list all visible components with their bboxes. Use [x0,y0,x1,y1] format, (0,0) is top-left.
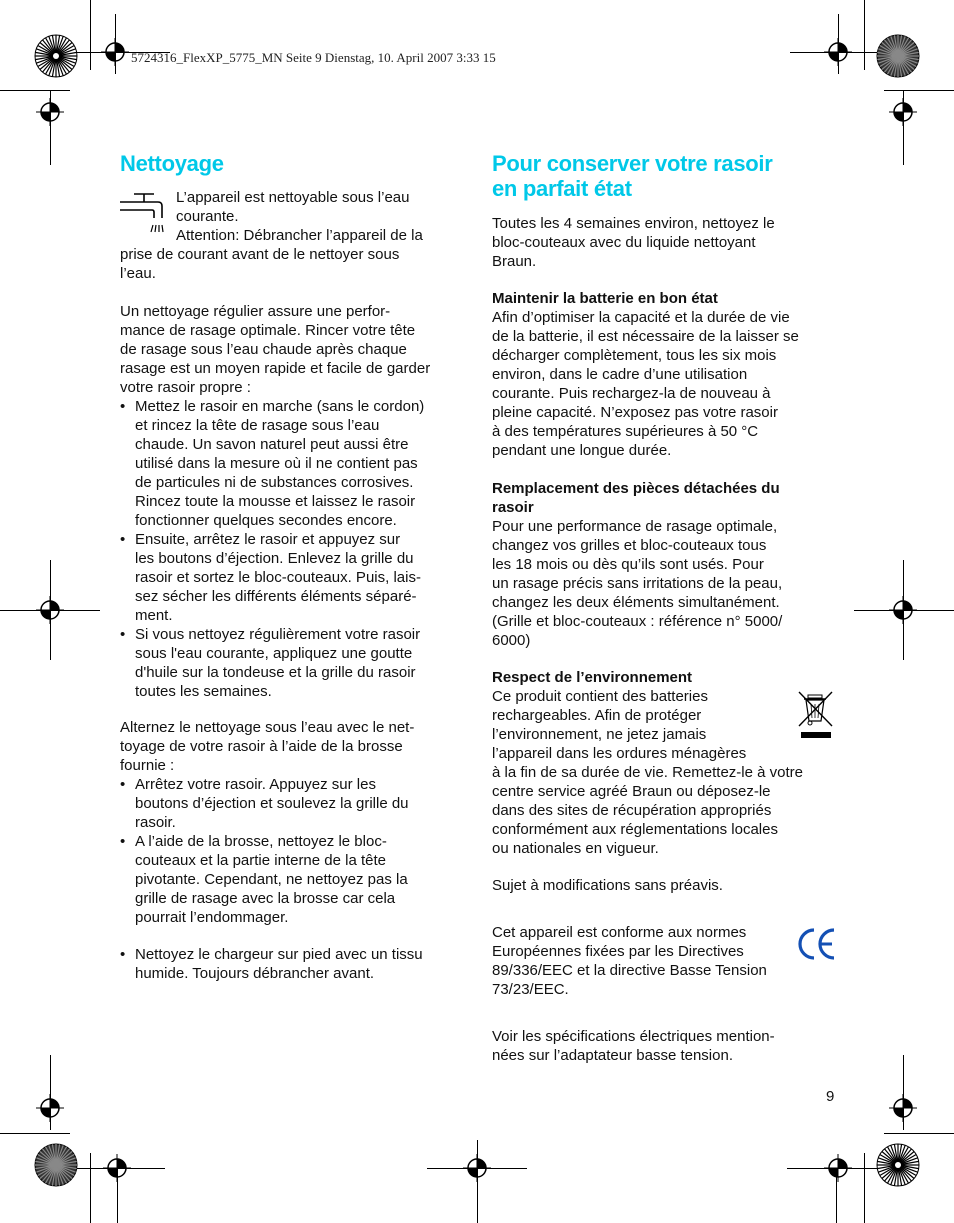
text-line: dans des sites de récupération appropriés [492,802,772,819]
bullet-item [120,625,470,701]
text-line: et rincez la tête de rasage sous l’eau [135,417,380,434]
text-line: Voir les spécifications électriques mention- [492,1028,775,1045]
text-line: rechargeables. Afin de protéger [492,707,702,724]
crop-line [90,0,91,70]
starburst-mark-icon [33,1142,79,1188]
text-line: grille de rasage avec la brosse car cela [135,890,396,907]
text-line: votre rasoir propre : [120,379,251,396]
text-line: • Mettez le rasoir en marche (sans le cordon) [135,398,425,415]
text-line: changez les deux éléments simultanément. [492,594,780,611]
text-line: rasage est un moyen rapide et facile de garder [120,360,431,377]
text-line: humide. Toujours débrancher avant. [135,965,375,982]
parts-section [492,479,837,650]
ce-conformity-section [492,923,837,999]
text-line: pleine capacité. N’exposez pas votre rasoir [492,404,778,421]
starburst-mark-icon [875,1142,921,1188]
text-line: prise de courant avant de le nettoyer sous [120,246,400,263]
text-line: Un nettoyage régulier assure une perfor- [120,303,391,320]
registration-target-icon [36,1094,64,1122]
registration-target-icon [463,1154,491,1182]
registration-target-icon [889,98,917,126]
text-line: rasoir. [135,814,176,831]
text-line: l’environnement, ne jetez jamais [492,726,707,743]
starburst-mark-icon [875,33,921,79]
section-title-maintenance [492,151,772,201]
print-header: 5724316_FlexXP_5775_MN Seite 9 Dienstag, 10. April 2007 3:33 15 [131,50,496,65]
text-line: • A l’aide de la brosse, nettoyez le bloc- [135,833,387,850]
text-line: l’appareil dans les ordures ménagères [492,745,747,762]
text-line: les 18 mois ou dès qu’ils sont usés. Pour [492,556,764,573]
crop-line [884,90,954,91]
text-line: de la batterie, il est nécessaire de la laisser se [492,328,799,345]
registration-target-icon [101,38,129,66]
text-line: l’eau. [120,265,156,282]
text-line: les boutons d’éjection. Enlevez la grille du [135,550,414,567]
text-line: rasoir et sortez le bloc-couteaux. Puis, lais- [135,569,421,586]
text-line: Pour une performance de rasage optimale, [492,518,778,535]
ce-mark-icon [796,926,836,962]
text-line: • Ensuite, arrêtez le rasoir et appuyez sur [135,531,401,548]
text-line: Européennes fixées par les Directives [492,943,744,960]
environment-section [492,668,837,858]
subheading: rasoir [492,499,534,516]
text-line: pourrait l’endommager. [135,909,289,926]
page-number: 9 [826,1088,835,1105]
text-line: centre service agréé Braun ou déposez-le [492,783,771,800]
intro-paragraph [120,188,462,283]
registration-target-icon [824,38,852,66]
text-line: fournie : [120,757,175,774]
text-line: Ce produit contient des batteries [492,688,708,705]
text-line: pendant une longue durée. [492,442,672,459]
text-line: de rasage sous l’eau chaude après chaque [120,341,407,358]
text-line: ment. [135,607,173,624]
text-line: d'huile sur la tondeuse et la grille du rasoir [135,664,416,681]
text-line: mance de rasage optimale. Rincer votre tête [120,322,416,339]
text-line: bloc-couteaux avec du liquide nettoyant [492,234,756,251]
text-line: conformément aux réglementations locales [492,821,778,838]
text-line: toutes les semaines. [135,683,272,700]
text-line: Sujet à modifications sans préavis. [492,877,723,894]
text-line: 89/336/EEC et la directive Basse Tension [492,962,767,979]
text-line: pivotante. Cependant, ne nettoyez pas la [135,871,408,888]
text-line: courante. [176,208,239,225]
text-line: nées sur l’adaptateur basse tension. [492,1047,733,1064]
text-line: un rasage précis sans irritations de la peau, [492,575,783,592]
text-line: toyage de votre rasoir à l’aide de la brosse [120,738,403,755]
crop-line [0,1133,70,1134]
text-line: courante. Puis rechargez-la de nouveau à [492,385,771,402]
text-line: Attention: Débrancher l’appareil de la [176,227,423,244]
bullet-item [120,775,470,832]
crossed-out-bin-icon [797,691,835,741]
text-line: à des températures supérieures à 50 °C [492,423,759,440]
starburst-mark-icon [33,33,79,79]
text-line: sous l'eau courante, appliquez une goutte [135,645,413,662]
text-line: chaude. Un savon naturel peut aussi être [135,436,409,453]
text-line: • Arrêtez votre rasoir. Appuyez sur les [135,776,376,793]
registration-target-icon [889,1094,917,1122]
registration-target-icon [36,98,64,126]
battery-section [492,289,837,460]
notice [492,876,837,895]
subheading: Maintenir la batterie en bon état [492,290,718,307]
text-line: • Si vous nettoyez régulièrement votre rasoir [135,626,421,643]
crop-line [0,90,70,91]
text-line: 73/23/EEC. [492,981,569,998]
text-line: ou nationales en vigueur. [492,840,659,857]
text-line: 6000) [492,632,531,649]
registration-target-icon [36,596,64,624]
text-line: Cet appareil est conforme aux normes [492,924,747,941]
text-line: sez sécher les différents éléments séparé- [135,588,417,605]
subheading: Respect de l’environnement [492,669,693,686]
crop-line [884,1133,954,1134]
registration-target-icon [889,596,917,624]
text-line: Afin d’optimiser la capacité et la durée de vie [492,309,790,326]
section-title-nettoyage: Nettoyage [120,151,224,176]
text-line: • Nettoyez le chargeur sur pied avec un tissu [135,946,423,963]
text-line: Braun. [492,253,537,270]
charger-cleaning [120,945,470,983]
title-line: Pour conserver votre rasoir [492,151,773,176]
crop-line [864,0,865,70]
subheading: Remplacement des pièces détachées du [492,480,780,497]
text-line: utilisé dans la mesure où il ne contient pas [135,455,418,472]
regular-cleaning-paragraph [120,302,470,701]
text-line: de particules ni de substances corrosives. [135,474,414,491]
bullet-item [120,945,470,983]
text-line: Rincez toute la mousse et laissez le rasoir [135,493,416,510]
text-line: (Grille et bloc-couteaux : référence n° 5000/ [492,613,783,630]
text-line: fonctionner quelques secondes encore. [135,512,397,529]
text-line: Alternez le nettoyage sous l’eau avec le net- [120,719,415,736]
text-line: couteaux et la partie interne de la tête [135,852,387,869]
specs-note [492,1027,837,1065]
registration-target-icon [824,1154,852,1182]
bullet-item [120,397,470,530]
text-line: changez vos grilles et bloc-couteaux tous [492,537,767,554]
text-line: L’appareil est nettoyable sous l’eau [176,189,410,206]
brush-cleaning-paragraph [120,718,470,927]
crop-line [864,1153,865,1223]
bullet-item [120,530,470,625]
title-line: en parfait état [492,176,632,201]
text-line: Toutes les 4 semaines environ, nettoyez le [492,215,775,232]
crop-line [90,1153,91,1223]
bullet-item [120,832,470,927]
text-line: boutons d’éjection et soulevez la grille du [135,795,409,812]
text-line: décharger complètement, tous les six mois [492,347,777,364]
maintenance-intro [492,214,837,271]
registration-target-icon [103,1154,131,1182]
text-line: à la fin de sa durée de vie. Remettez-le à votre [492,764,804,781]
text-line: environ, dans le cadre d’une utilisation [492,366,748,383]
